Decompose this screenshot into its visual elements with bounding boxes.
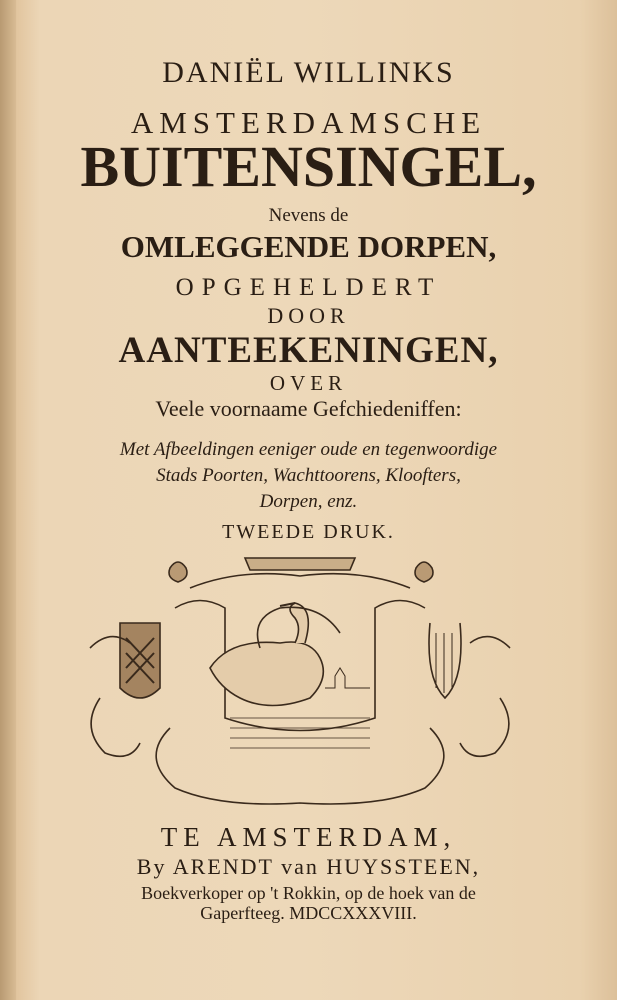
title-door: DOOR [267,303,350,328]
title-opgeheldert: OPGEHELDERT [175,274,442,301]
title-line-amsterdamsche: AMSTERDAMSCHE [130,105,487,140]
imprint-date: Gaperfteeg. MDCCXXXVIII. [200,903,417,923]
subtitle-poorten: Stads Poorten, Wachttoorens, Kloofters, [156,465,461,486]
title-geschiedenissen: Veele voornaame Gefchiedeniffen: [155,396,462,421]
imprint-address: Boekverkoper op 't Rokkin, op de hoek van de [141,883,476,903]
title-aanteekeningen: AANTEEKENINGEN, [118,330,499,371]
title-author: DANIËL WILLINKS [162,56,455,89]
imprint-place: TE AMSTERDAM, [160,822,457,852]
subtitle-dorpen: Dorpen, enz. [259,491,358,512]
engraved-swan-cartouche-icon [80,548,520,813]
subtitle-afbeeldingen: Met Afbeeldingen eeniger oude en tegenwoordige [119,439,498,460]
title-nevens: Nevens de [268,205,349,226]
edition-label: TWEEDE DRUK. [222,521,395,543]
title-over: OVER [269,371,348,395]
imprint-publisher: By ARENDT van HUYSSTEEN, [136,854,481,879]
title-main: BUITENSINGEL, [80,134,537,199]
title-dorpen: OMLEGGENDE DORPEN, [120,229,497,264]
